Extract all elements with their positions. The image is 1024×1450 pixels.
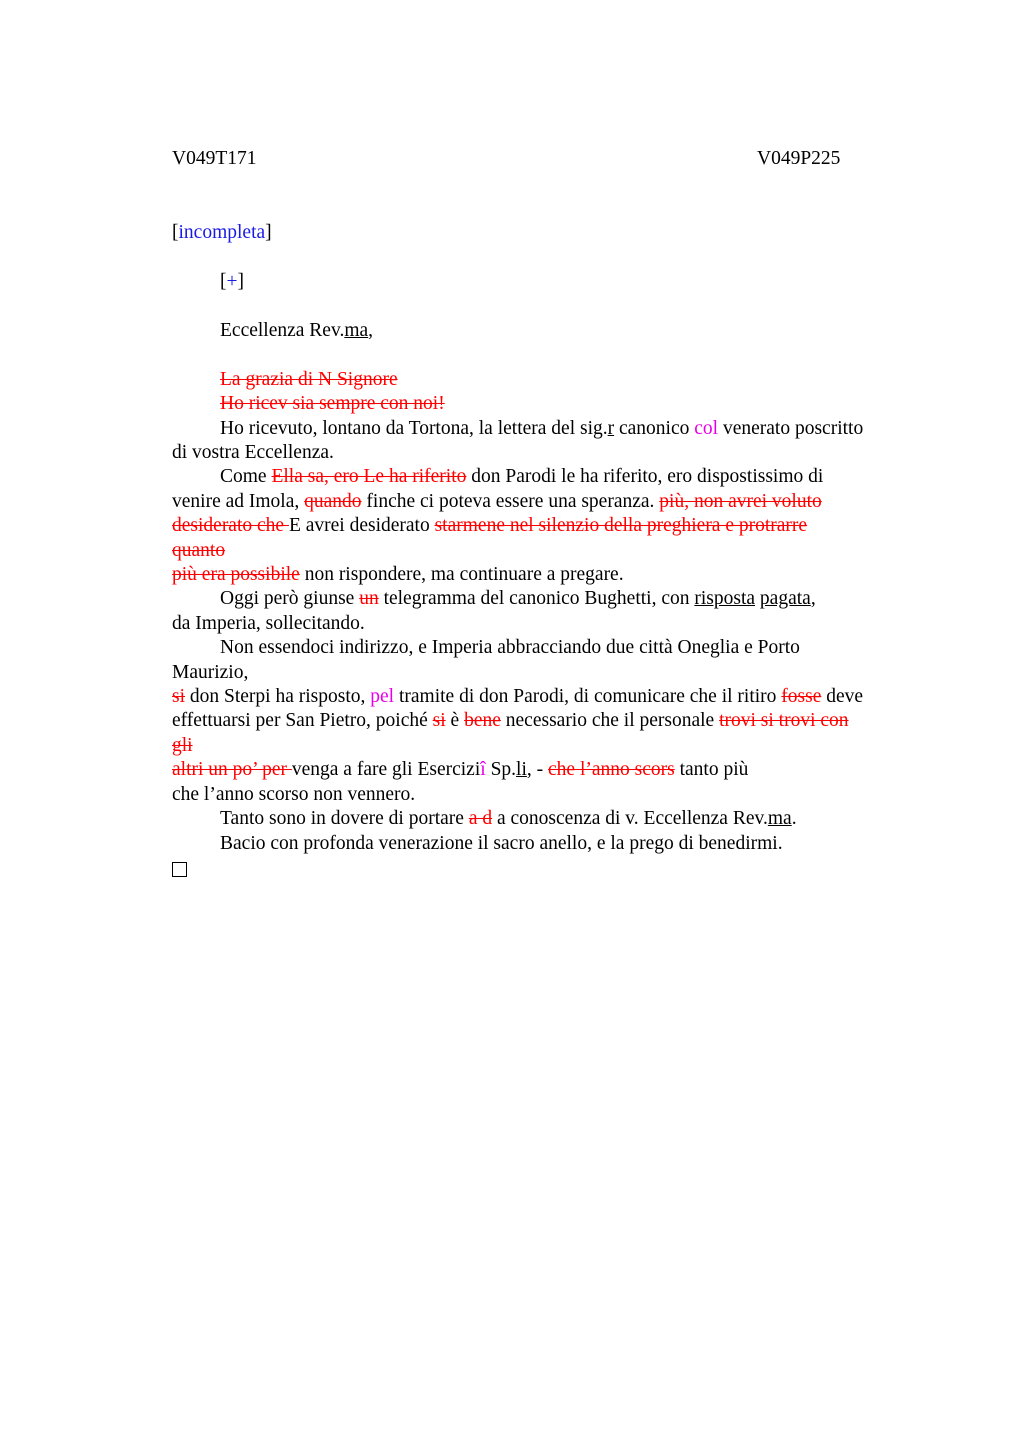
text-line: Oggi però giunse un telegramma del canonico Bughetti, con risposta pagata, [220,588,816,610]
text-line: si don Sterpi ha risposto, pel tramite di don Parodi, di comunicare che il ritiro fosse deve [172,686,864,708]
text-line: Bacio con profonda venerazione il sacro anello, e la prego di benedirmi. [220,832,783,854]
document-code-left: V049T171 [172,148,257,169]
text-line: più era possibile non rispondere, ma continuare a pregare. [172,564,624,586]
text-line: Non essendoci indirizzo, e Imperia abbracciando due città Oneglia e Porto [220,637,800,659]
text-line: Maurizio, [172,661,249,683]
text-line: Tanto sono in dovere di portare a d a conoscenza di v. Eccellenza Rev.ma. [220,808,797,830]
struck-line: La grazia di N Signore [220,368,398,390]
text-line: quanto [172,539,226,561]
insertion: î [480,759,486,781]
blank-line [172,343,907,367]
status-label: incompleta [178,222,266,243]
salutation: Eccellenza Rev.ma, [220,320,374,341]
text-line: che l’anno scorso non vennero. [172,783,416,805]
text-line: effettuarsi per San Pietro, poiché si è bene necessario che il personale trovi si trovi con [172,710,849,732]
status-note: [incompleta] [172,222,272,243]
insertion: col [694,417,719,439]
text-line: di vostra Eccellenza. [172,442,334,464]
struck-line: Ho ricev sia sempre con noi! [220,393,445,415]
text-line: Ho ricevuto, lontano da Tortona, la lettera del sig.r canonico col venerato poscritto [220,417,864,439]
insertion: pel [370,686,395,708]
text-line: altri un po’ per venga a fare gli Eserciziî Sp.li, - che l’anno scors tanto più [172,759,749,781]
plus-symbol: + [226,271,238,292]
addition-marker: [+] [220,271,244,292]
text-line: Come Ella sa, ero Le ha riferito don Parodi le ha riferito, ero dispostissimo di [220,466,824,488]
letter-body [172,319,907,884]
text-line: da Imperia, sollecitando. [172,612,365,634]
text-line: gli [172,734,193,756]
square-box-icon [172,862,187,877]
text-line: desiderato che E avrei desiderato starmene nel silenzio della preghiera e protrarre [172,515,808,537]
page-code-right: V049P225 [757,148,841,169]
text-line: venire ad Imola, quando finche ci poteva essere una speranza. più, non avrei voluto [172,490,822,512]
end-of-text-marker [172,856,907,884]
